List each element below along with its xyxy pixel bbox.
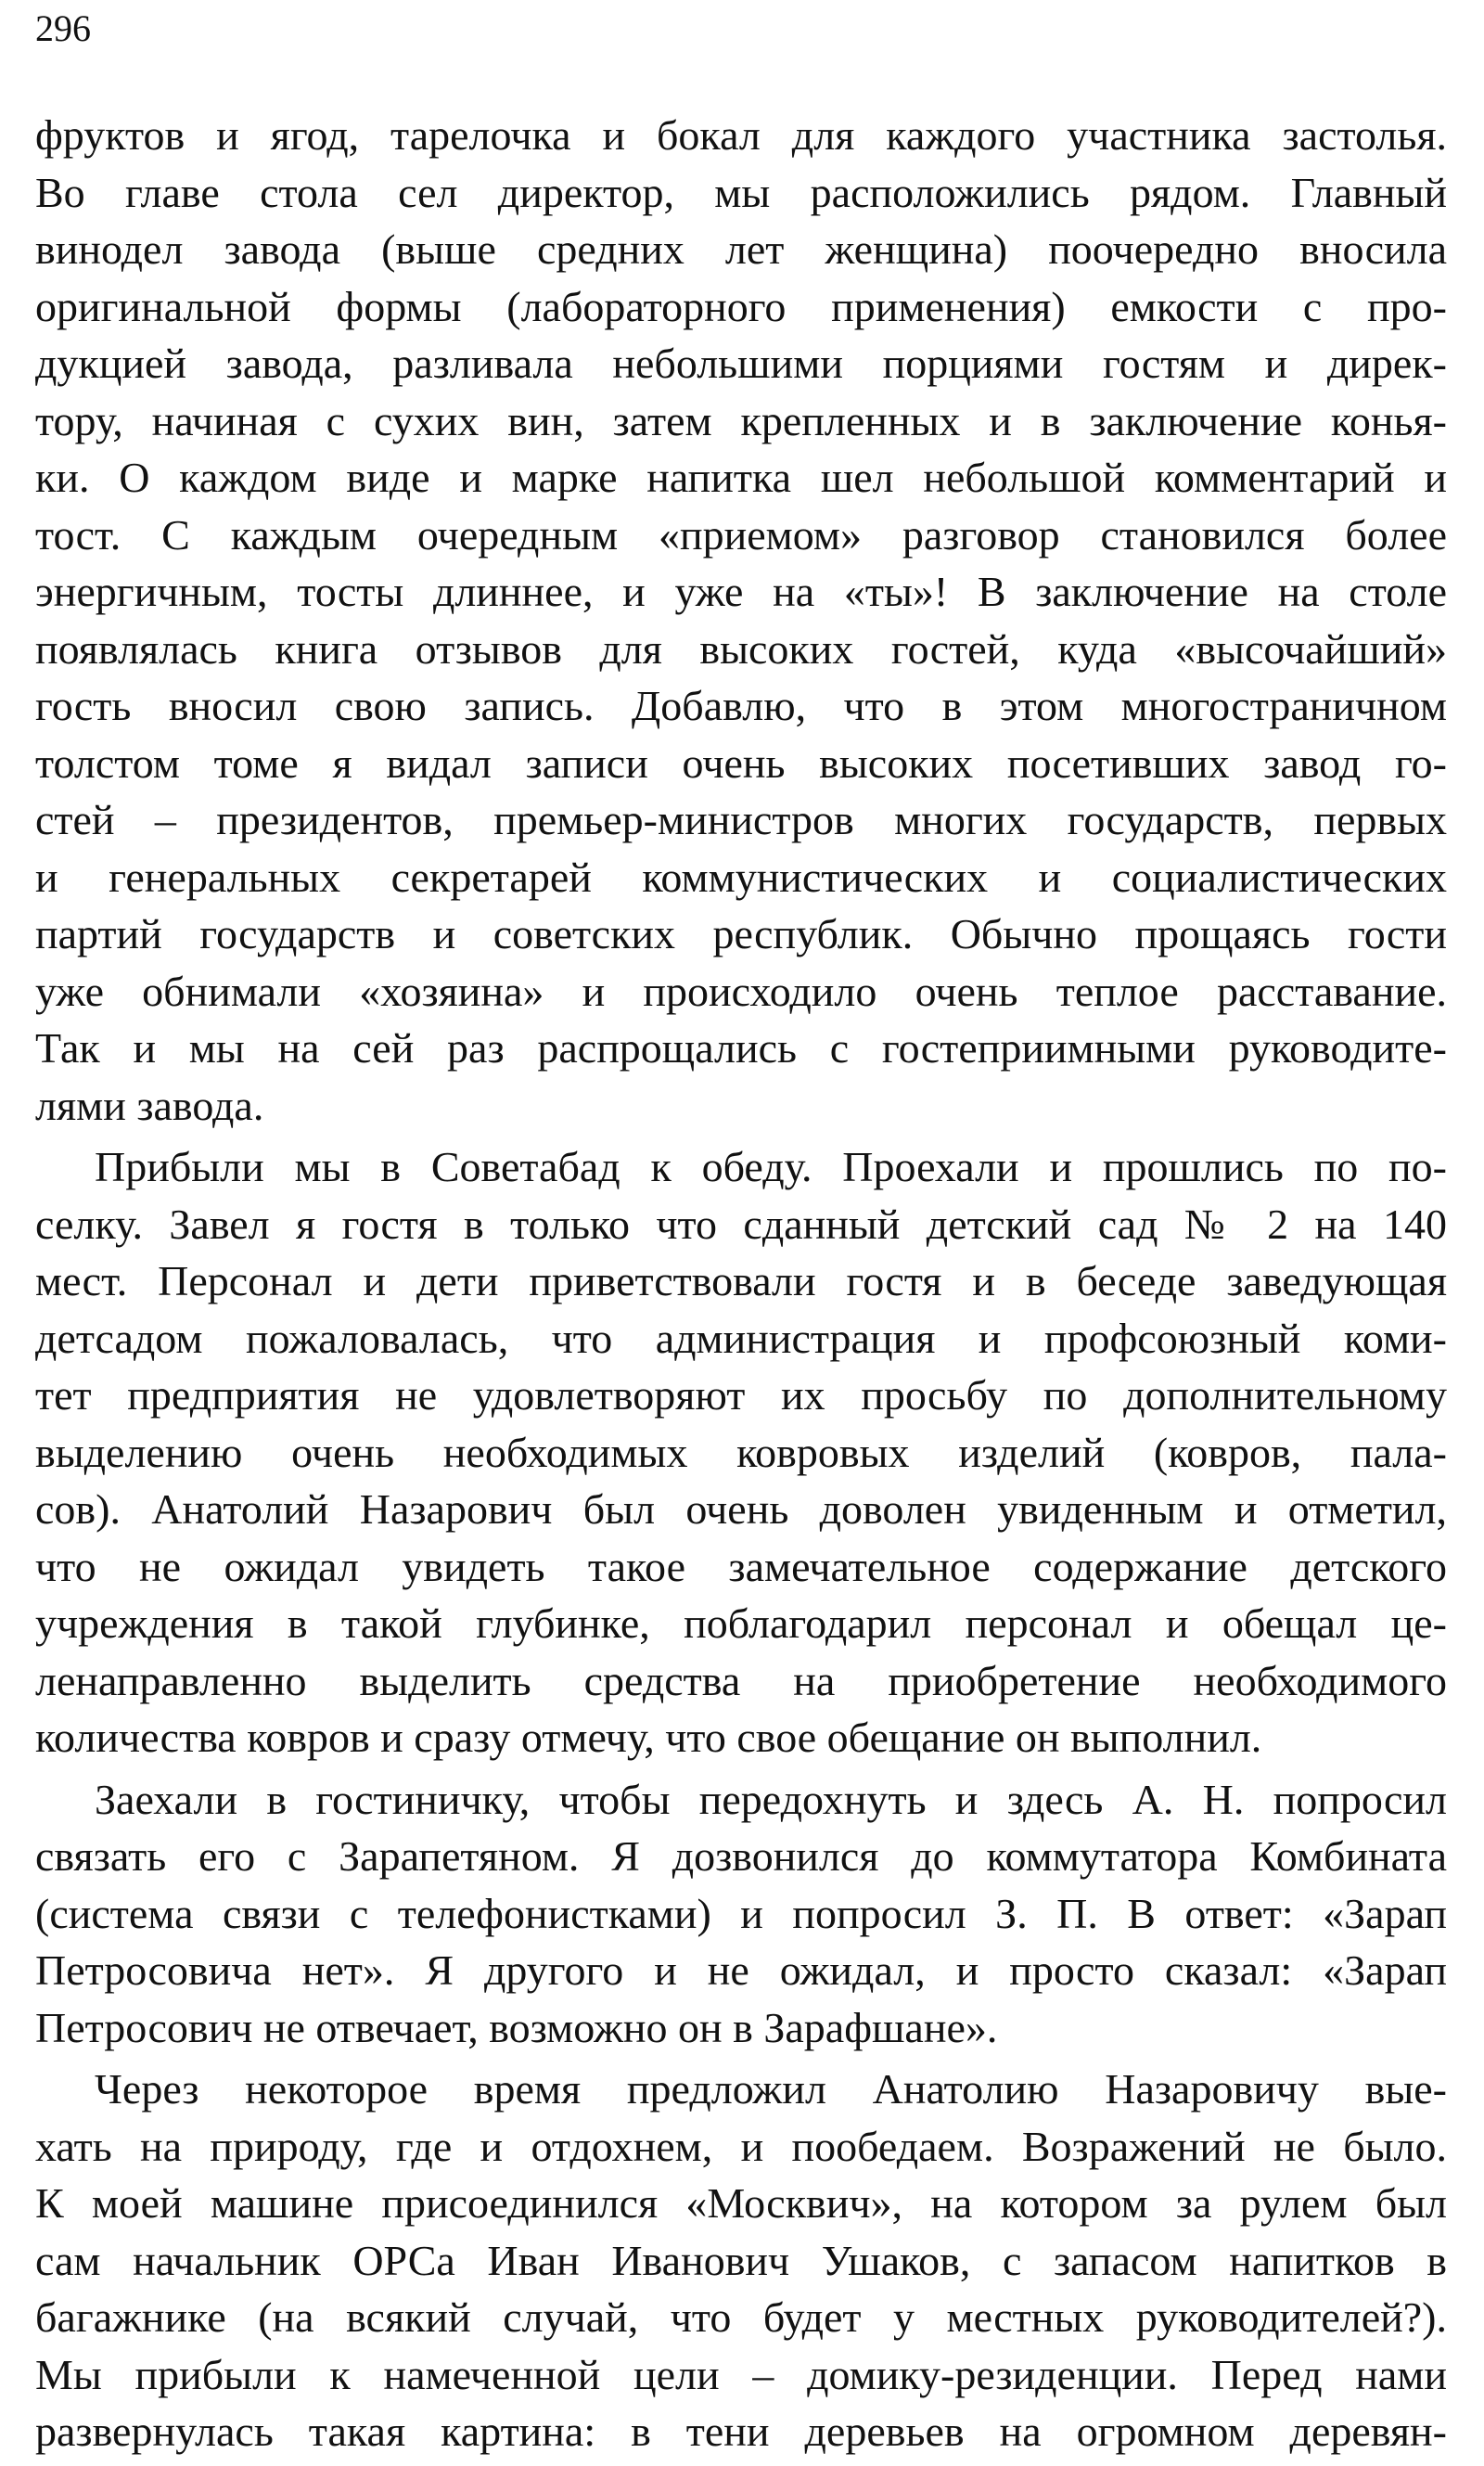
text-line: тост. С каждым очередным «приемом» разговор становился более (35, 510, 1447, 559)
text-line: появлялась книга отзывов для высоких гостей, куда «высочайший» (35, 624, 1447, 673)
text-line: багажнике (на всякий случай, что будет у местных руководителей?). (35, 2293, 1447, 2341)
text-line: К моей машине присоединился «Москвич», на котором за рулем был (35, 2179, 1447, 2227)
text-line: детсадом пожаловалась, что администрация и профсоюзный коми- (35, 1314, 1447, 1362)
text-line: селку. Завел я гостя в только что сданный детский сад № 2 на 140 (35, 1200, 1447, 1248)
text-line: учреждения в такой глубинке, поблагодарил персонал и обещал це- (35, 1599, 1447, 1647)
text-line: и генеральных секретарей коммунистических и социалистических (35, 853, 1447, 901)
text-line: сам начальник ОРСа Иван Иванович Ушаков, с запасом напитков в (35, 2236, 1447, 2284)
text-line: тору, начиная с сухих вин, затем крепленных и в заключение конья- (35, 396, 1447, 444)
text-line: оригинальной формы (лабораторного применения) емкости с про- (35, 282, 1447, 330)
text-line: что не ожидал увидеть такое замечательное содержание детского (35, 1542, 1447, 1590)
text-line: Во главе стола сел директор, мы расположились рядом. Главный (35, 168, 1447, 216)
text-line: дукцией завода, разливала небольшими порциями гостям и дирек- (35, 340, 1447, 387)
text-line: тет предприятия не удовлетворяют их просьбу по дополнительному (35, 1371, 1447, 1419)
paragraph (35, 107, 1447, 1134)
text-line: Петросовича нет». Я другого и не ожидал, и просто сказал: «Зарап (35, 1946, 1447, 1994)
page-number: 296 (35, 7, 91, 49)
text-line: энергичным, тосты длиннее, и уже на «ты»! В заключение на столе (35, 568, 1447, 615)
text-line: Мы прибыли к намеченной цели – домику-резиденции. Перед нами (35, 2350, 1447, 2398)
text-line: мест. Персонал и дети приветствовали гостя и в беседе заведующая (35, 1257, 1447, 1304)
text-line: сов). Анатолий Назарович был очень доволен увиденным и отметил, (35, 1485, 1447, 1533)
text-line: Через некоторое время предложил Анатолию Назаровичу вые- (95, 2065, 1447, 2113)
text-line: (система связи с телефонистками) и попросил З. П. В ответ: «Зарап (35, 1889, 1447, 1937)
text-line: толстом томе я видал записи очень высоких посетивших завод го- (35, 739, 1447, 787)
paragraph (35, 1771, 1447, 2057)
text-line: развернулась такая картина: в тени деревьев на огромном деревян- (35, 2408, 1447, 2455)
text-line: Так и мы на сей раз распрощались с гостеприимными руководите- (35, 1024, 1447, 1072)
text-line: фруктов и ягод, тарелочка и бокал для каждого участника застолья. (35, 111, 1447, 159)
text-line: Петросович не отвечает, возможно он в Зарафшане». (35, 2003, 998, 2051)
text-line: ленаправленно выделить средства на приобретение необходимого (35, 1656, 1447, 1704)
paragraph (35, 2061, 1447, 2460)
text-line: винодел завода (выше средних лет женщина) поочередно вносила (35, 225, 1447, 273)
text-line: гость вносил свою запись. Добавлю, что в этом многостраничном (35, 682, 1447, 729)
text-line: стей – президентов, премьер-министров многих государств, первых (35, 796, 1447, 843)
text-line: ки. О каждом виде и марке напитка шел небольшой комментарий и (35, 454, 1447, 501)
text-line: выделению очень необходимых ковровых изделий (ковров, пала- (35, 1428, 1447, 1476)
text-line: связать его с Зарапетяном. Я дозвонился до коммутатора Комбината (35, 1832, 1447, 1880)
text-line: количества ковров и сразу отмечу, что свое обещание он выполнил. (35, 1714, 1262, 1761)
text-line: Прибыли мы в Советабад к обеду. Проехали и прошлись по по- (95, 1143, 1447, 1190)
body-text (35, 107, 1447, 2465)
paragraph (35, 1138, 1447, 1766)
text-line: партий государств и советских республик. Обычно прощаясь гости (35, 910, 1447, 957)
text-line: лями завода. (35, 1081, 264, 1129)
text-line: хать на природу, где и отдохнем, и пообедаем. Возражений не было. (35, 2122, 1447, 2170)
text-line: Заехали в гостиничку, чтобы передохнуть и здесь А. Н. попросил (95, 1775, 1447, 1823)
text-line: уже обнимали «хозяина» и происходило очень теплое расставание. (35, 967, 1447, 1015)
